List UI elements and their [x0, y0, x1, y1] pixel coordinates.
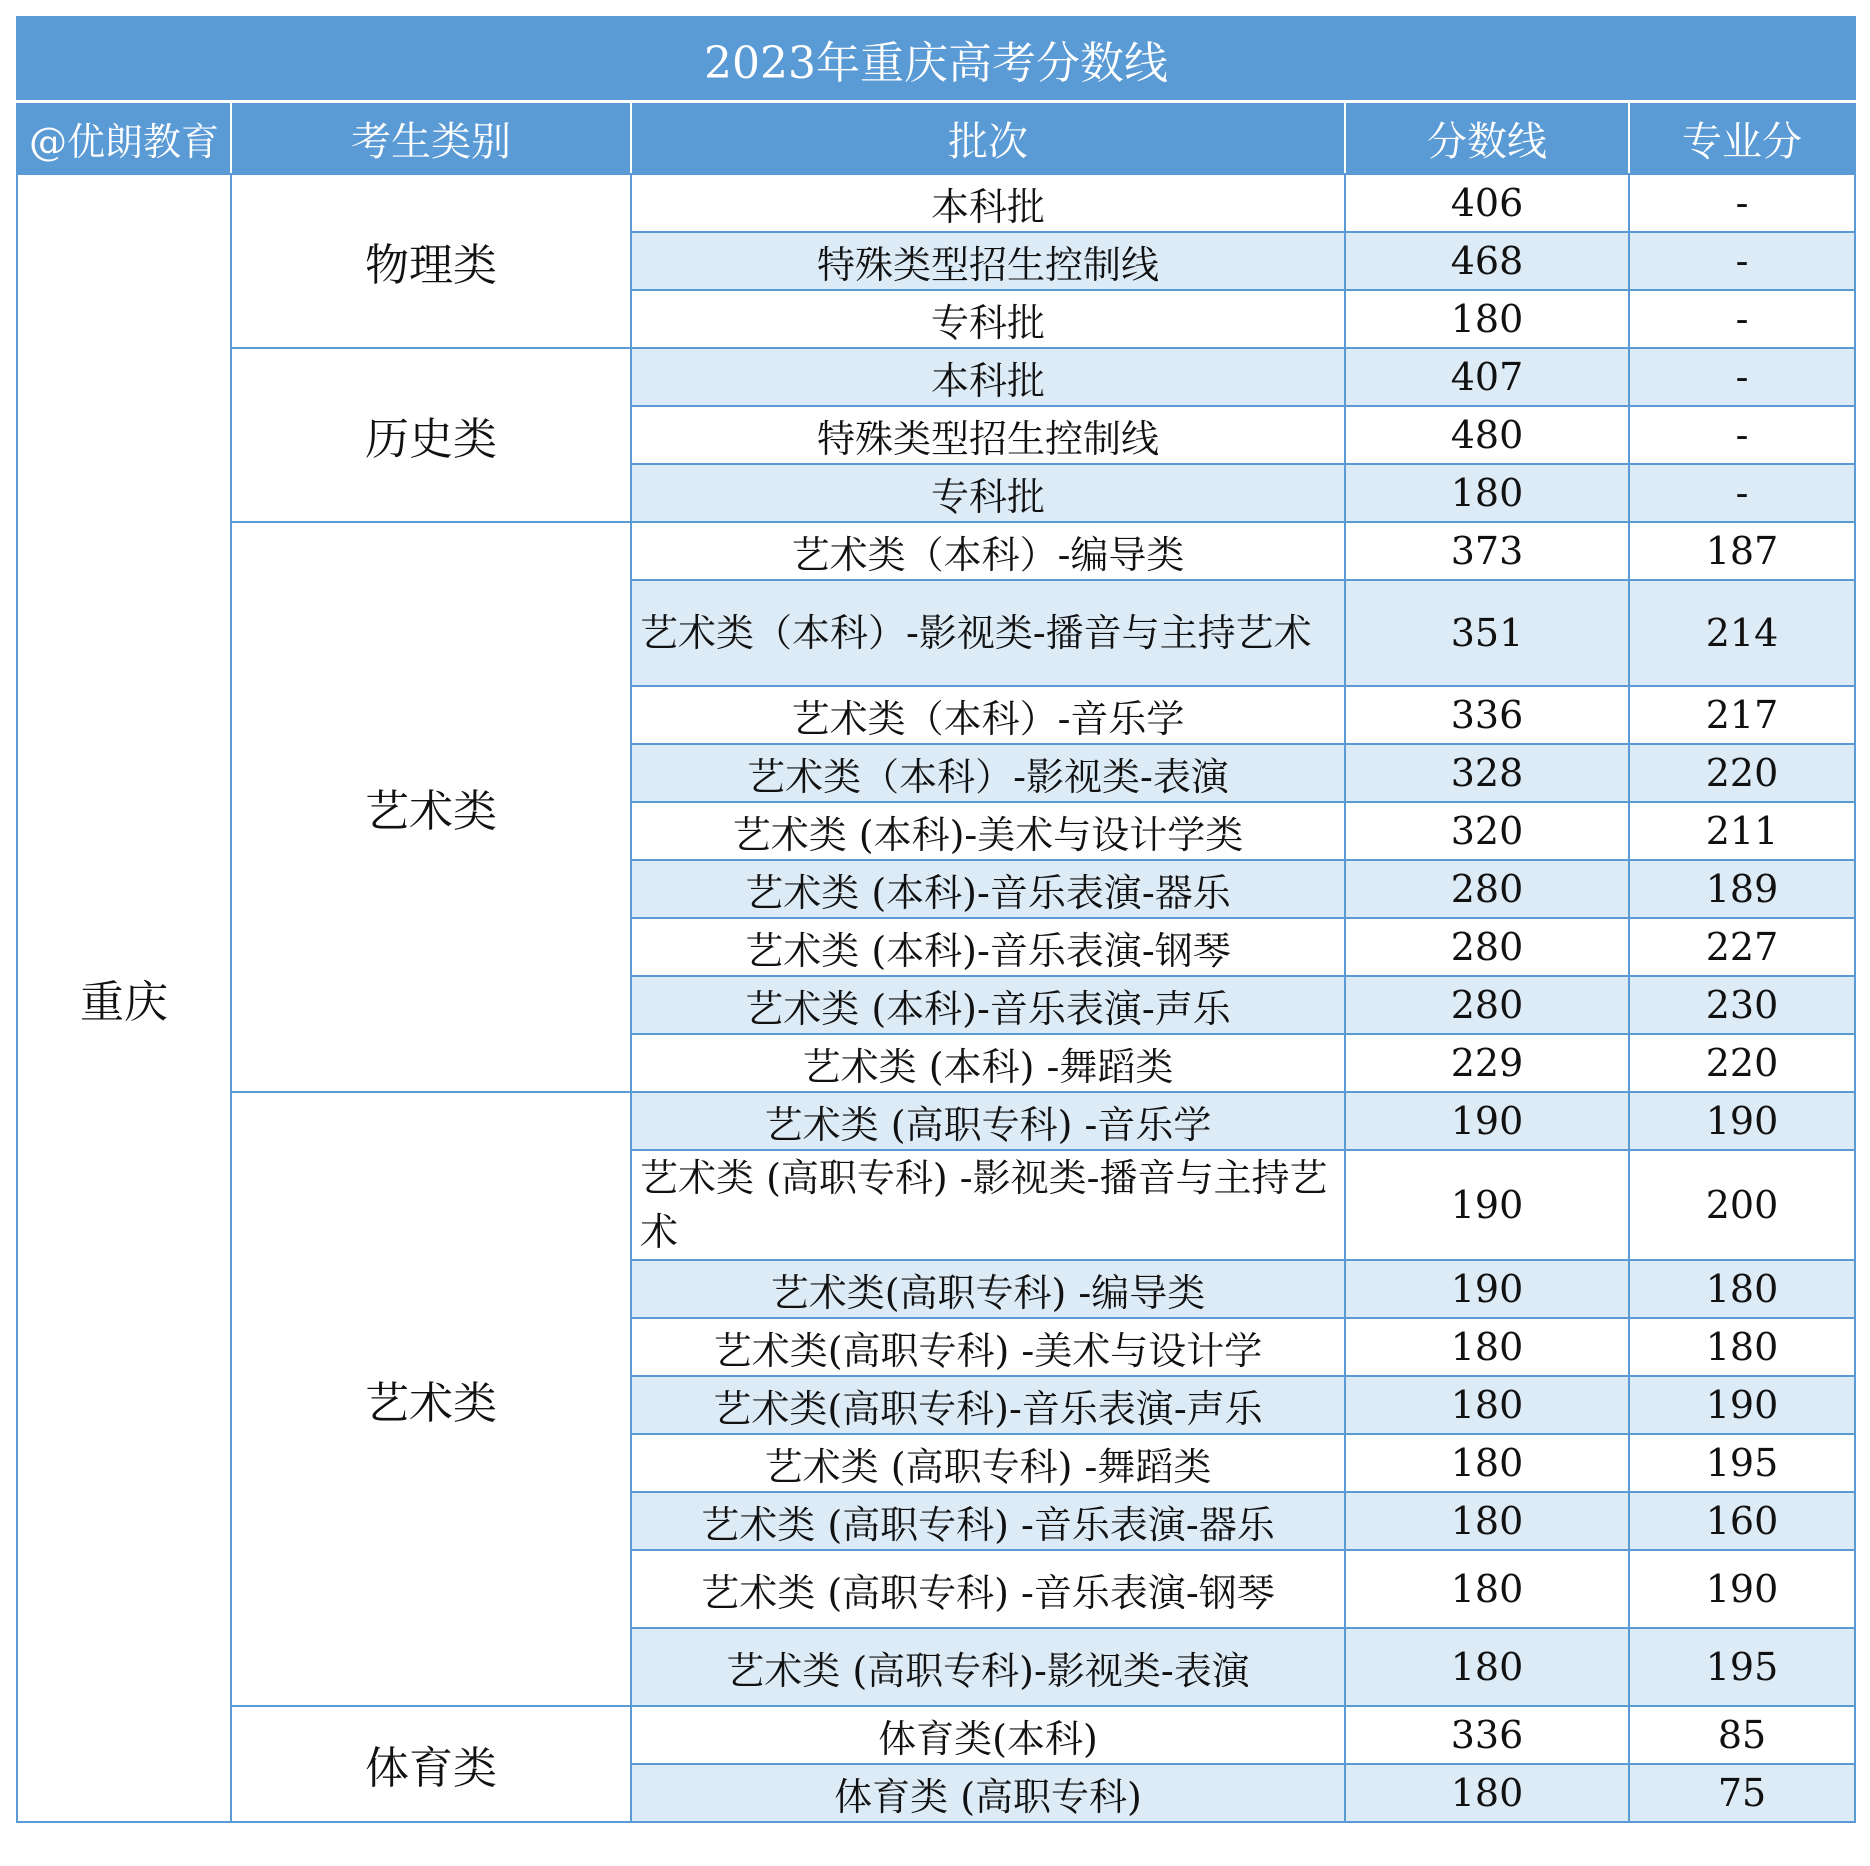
score-cell: 468 — [1345, 232, 1629, 290]
major-cell: - — [1629, 174, 1855, 232]
batch-cell: 艺术类 (高职专科) -音乐学 — [631, 1092, 1345, 1150]
score-cell: 190 — [1345, 1260, 1629, 1318]
score-cell: 328 — [1345, 744, 1629, 802]
major-cell: 230 — [1629, 976, 1855, 1034]
major-cell: 190 — [1629, 1550, 1855, 1628]
score-cell: 180 — [1345, 1492, 1629, 1550]
score-cell: 190 — [1345, 1150, 1629, 1260]
batch-cell: 艺术类 (本科) -舞蹈类 — [631, 1034, 1345, 1092]
score-cell: 180 — [1345, 1764, 1629, 1822]
batch-cell: 体育类(本科) — [631, 1706, 1345, 1764]
batch-cell: 艺术类(高职专科)-音乐表演-声乐 — [631, 1376, 1345, 1434]
batch-cell: 艺术类 (本科)-美术与设计学类 — [631, 802, 1345, 860]
major-cell: - — [1629, 232, 1855, 290]
batch-cell: 特殊类型招生控制线 — [631, 232, 1345, 290]
batch-cell: 艺术类 (本科)-音乐表演-器乐 — [631, 860, 1345, 918]
major-cell: - — [1629, 290, 1855, 348]
score-cell: 336 — [1345, 1706, 1629, 1764]
major-cell: 190 — [1629, 1092, 1855, 1150]
score-cell: 280 — [1345, 860, 1629, 918]
batch-cell: 专科批 — [631, 464, 1345, 522]
group-history: 历史类 — [231, 348, 631, 522]
score-cell: 280 — [1345, 918, 1629, 976]
score-cell: 180 — [1345, 290, 1629, 348]
score-cell: 480 — [1345, 406, 1629, 464]
major-cell: 211 — [1629, 802, 1855, 860]
major-cell: 190 — [1629, 1376, 1855, 1434]
major-cell: 217 — [1629, 686, 1855, 744]
batch-cell: 艺术类 (高职专科) -影视类-播音与主持艺术 — [631, 1150, 1345, 1260]
major-cell: - — [1629, 348, 1855, 406]
major-cell: 227 — [1629, 918, 1855, 976]
major-cell: 220 — [1629, 1034, 1855, 1092]
batch-cell: 专科批 — [631, 290, 1345, 348]
batch-header: 批次 — [631, 102, 1345, 175]
score-cell: 320 — [1345, 802, 1629, 860]
score-table — [16, 16, 1856, 1823]
group-physics: 物理类 — [231, 174, 631, 348]
major-cell: 187 — [1629, 522, 1855, 580]
category-header: 考生类别 — [231, 102, 631, 175]
table-title: 2023年重庆高考分数线 — [17, 17, 1855, 102]
major-cell: - — [1629, 464, 1855, 522]
batch-cell: 特殊类型招生控制线 — [631, 406, 1345, 464]
batch-cell: 艺术类（本科）-编导类 — [631, 522, 1345, 580]
score-cell: 280 — [1345, 976, 1629, 1034]
major-cell: 75 — [1629, 1764, 1855, 1822]
batch-cell: 艺术类 (高职专科) -音乐表演-器乐 — [631, 1492, 1345, 1550]
batch-cell: 本科批 — [631, 174, 1345, 232]
score-cell: 407 — [1345, 348, 1629, 406]
batch-cell: 体育类 (高职专科) — [631, 1764, 1345, 1822]
major-cell: 189 — [1629, 860, 1855, 918]
score-cell: 180 — [1345, 464, 1629, 522]
score-table-container — [16, 16, 1854, 1823]
major-cell: 85 — [1629, 1706, 1855, 1764]
score-cell: 190 — [1345, 1092, 1629, 1150]
major-cell: 180 — [1629, 1318, 1855, 1376]
group-sports: 体育类 — [231, 1706, 631, 1822]
score-cell: 180 — [1345, 1376, 1629, 1434]
region-cell: 重庆 — [17, 174, 231, 1822]
batch-cell: 艺术类 (高职专科)-影视类-表演 — [631, 1628, 1345, 1706]
major-cell: 200 — [1629, 1150, 1855, 1260]
group-art-undergrad: 艺术类 — [231, 522, 631, 1092]
score-cell: 180 — [1345, 1550, 1629, 1628]
watermark-header: @优朗教育 — [17, 102, 231, 175]
score-cell: 180 — [1345, 1318, 1629, 1376]
batch-cell: 艺术类（本科）-影视类-表演 — [631, 744, 1345, 802]
score-cell: 336 — [1345, 686, 1629, 744]
major-cell: 195 — [1629, 1628, 1855, 1706]
batch-cell: 本科批 — [631, 348, 1345, 406]
batch-cell: 艺术类（本科）-音乐学 — [631, 686, 1345, 744]
batch-cell: 艺术类 (高职专科) -舞蹈类 — [631, 1434, 1345, 1492]
major-cell: 220 — [1629, 744, 1855, 802]
batch-cell: 艺术类（本科）-影视类-播音与主持艺术 — [631, 580, 1345, 686]
score-header: 分数线 — [1345, 102, 1629, 175]
major-header: 专业分 — [1629, 102, 1855, 175]
major-cell: - — [1629, 406, 1855, 464]
score-cell: 373 — [1345, 522, 1629, 580]
score-cell: 180 — [1345, 1628, 1629, 1706]
batch-cell: 艺术类 (高职专科) -音乐表演-钢琴 — [631, 1550, 1345, 1628]
major-cell: 214 — [1629, 580, 1855, 686]
batch-cell: 艺术类(高职专科) -编导类 — [631, 1260, 1345, 1318]
score-cell: 351 — [1345, 580, 1629, 686]
batch-cell: 艺术类 (本科)-音乐表演-钢琴 — [631, 918, 1345, 976]
score-cell: 180 — [1345, 1434, 1629, 1492]
score-cell: 229 — [1345, 1034, 1629, 1092]
major-cell: 160 — [1629, 1492, 1855, 1550]
group-art-vocational: 艺术类 — [231, 1092, 631, 1706]
batch-cell: 艺术类(高职专科) -美术与设计学 — [631, 1318, 1345, 1376]
batch-cell: 艺术类 (本科)-音乐表演-声乐 — [631, 976, 1345, 1034]
major-cell: 180 — [1629, 1260, 1855, 1318]
major-cell: 195 — [1629, 1434, 1855, 1492]
score-cell: 406 — [1345, 174, 1629, 232]
